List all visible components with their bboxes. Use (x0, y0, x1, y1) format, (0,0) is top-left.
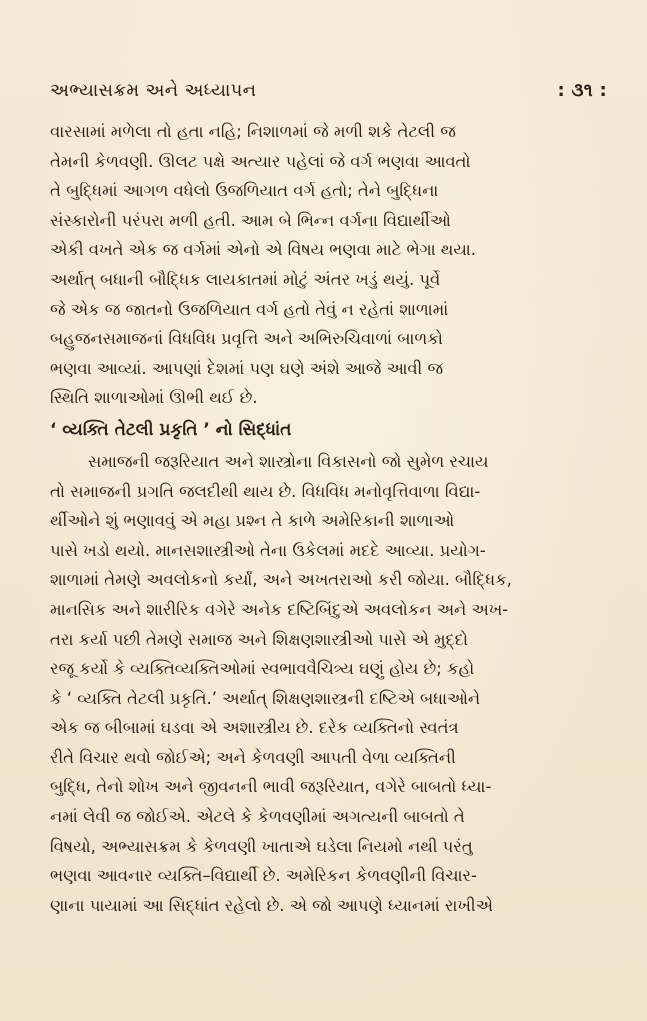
text-line: ભણવા આવનાર વ્યક્તિ–વિદ્યાર્થી છે. અમેરિકન કેળવણીની વિચાર- (50, 866, 477, 886)
text-line: ણાના પાયામાં આ સિદ્ધાંત રહેલો છે. એ જો આપણે ધ્યાનમાં રાખીએ (50, 895, 493, 915)
page-number: : ૩૧ : (557, 80, 607, 101)
text-line: રજૂ કર્યો કે વ્યક્તિવ્યક્તિઓમાં સ્વભાવવૈચિત્ર્ય ઘણું હોય છે; કહો (50, 659, 475, 679)
text-line: અર્થાત્ બધાની બૌદ્ધિક લાયકાતમાં મોટું અંતર ખડું થયું. પૂર્વે (50, 269, 441, 289)
paragraph-2 (50, 447, 607, 921)
running-title: અભ્યાસક્રમ અને અધ્યાપન (50, 80, 257, 101)
text-line: કે ‘ વ્યક્તિ તેટલી પ્રકૃતિ.’ અર્થાત્ શિક્ષણશાસ્ત્રની દષ્ટિએ બધાઓને (50, 688, 481, 708)
text-line: વિષયો, અભ્યાસક્રમ કે કેળવણી ખાતાએ ઘડેલા નિયમો નથી પરંતુ (50, 836, 473, 856)
text-line: નમાં લેવી જ જોઈએ. એટલે કે કેળવણીમાં અગત્યની બાબતો તે (50, 807, 465, 827)
text-line: તે બુદ્ધિમાં આગળ વધેલો ઉજળિયાત વર્ગ હતો; તેને બુદ્ધિના (50, 181, 439, 201)
text-line: વારસામાં મળેલા તો હતા નહિ; નિશાળમાં જે મળી શકે તેટલી જ (50, 122, 456, 141)
text-line: માનસિક અને શારીરિક વગેરે અનેક દષ્ટિબિંદુએ અવલોકન અને અખ- (50, 599, 509, 619)
text-line: એકી વખતે એક જ વર્ગમાં એનો એ વિષય ભણવા માટે ભેગા થયા. (50, 240, 477, 260)
section-heading: ‘ વ્યક્તિ તેટલી પ્રકૃતિ ’ નો સિદ્ધાંત (50, 419, 292, 440)
running-header (50, 80, 607, 101)
text-line: જે એક જ જાતનો ઉજળિયાત વર્ગ હતો તેવું ન રહેતાં શાળામાં (50, 299, 449, 319)
text-line: એક જ બીબામાં ઘડવા એ અશાસ્ત્રીય છે. દરેક વ્યક્તિનો સ્વતંત્ર (50, 718, 459, 738)
text-line: સ્થિતિ શાળાઓમાં ઊભી થઈ છે. (50, 388, 258, 408)
text-line: બુદ્ધિ, તેનો શોખ અને જીવનની ભાવી જરૂરિયાત, વગેરે બાબતો ધ્યા- (50, 777, 492, 797)
paragraph-1 (50, 117, 607, 413)
text-line: સંસ્કારોની પરંપરા મળી હતી. આમ બે ભિન્ન વર્ગના વિદ્યાર્થીઓ (50, 210, 451, 230)
text-line: ર્થીઓને શું ભણાવવું એ મહા પ્રશ્ન તે કાળે અમેરિકાની શાળાઓ (50, 511, 455, 531)
text-line: પાસે ખડો થયો. માનસશાસ્ત્રીઓ તેના ઉકેલમાં મદદે આવ્યા. પ્રયોગ- (50, 540, 486, 560)
text-line: બહુજનસમાજનાં વિધવિધ પ્રવૃત્તિ અને અભિરુચિવાળાં બાળકો (50, 329, 443, 349)
text-line: રીતે વિચાર થવો જોઈએ; અને કેળવણી આપતી વેળા વ્યક્તિની (50, 747, 456, 767)
text-line: ભણવા આવ્યાં. આપણાં દેશમાં પણ ઘણે અંશે આજે આવી જ (50, 358, 443, 378)
text-line: શાળામાં તેમણે અવલોકનો કર્યાં, અને અખતરાઓ કરી જોયા. બૌદ્ધિક, (50, 570, 512, 590)
text-line: તેમની કેળવણી. ઊલટ પક્ષે અત્યાર પહેલાં જે વર્ગ ભણવા આવતો (50, 151, 471, 171)
text-line: સમાજની જરૂરિયાત અને શાસ્ત્રોના વિકાસનો જો સુમેળ રચાય (88, 451, 489, 471)
text-line: તો સમાજની પ્રગતિ જલદીથી થાય છે. વિધવિધ મનોવૃત્તિવાળા વિદ્યા- (50, 481, 481, 501)
text-line: તરા કર્યા પછી તેમણે સમાજ અને શિક્ષણશાસ્ત્રીઓ પાસે એ મુદ્દો (50, 629, 468, 649)
